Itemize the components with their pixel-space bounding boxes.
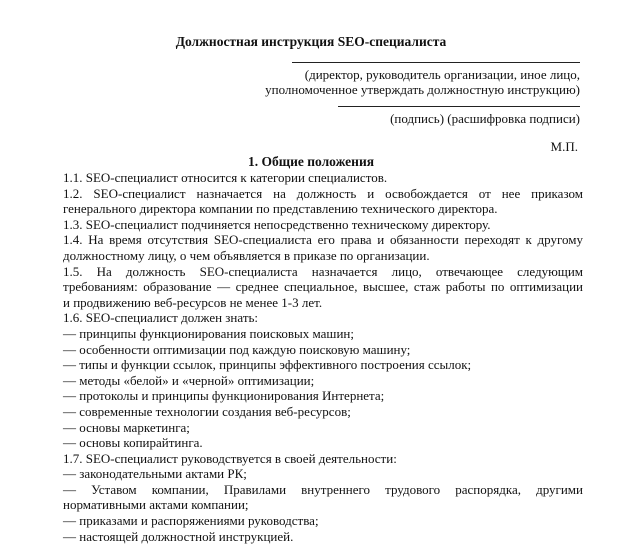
list-item: — законодательными актами РК;	[63, 466, 247, 482]
text-line: 1.1. SEO-специалист относится к категории специалистов.	[63, 170, 388, 185]
list-item: — Уставом компании, Правилами внутреннего трудового распорядка, другими	[63, 481, 583, 497]
approver-signature-line	[292, 62, 580, 63]
signature-line	[338, 106, 580, 107]
text-line: и продвижению веб-ресурсов не менее 1-3 лет.	[63, 294, 323, 310]
section-title: 1. Общие положения	[247, 154, 375, 169]
approver-caption-line-2: уполномоченное утверждать должностную инструкцию)	[265, 82, 580, 97]
document-title: Должностная инструкция SEO-специалиста	[175, 34, 447, 49]
list-item: — основы маркетинга;	[63, 419, 190, 435]
text-line: 1.5. На должность SEO-специалиста назначается лицо, отвечающее следующим	[63, 263, 583, 279]
list-item: — настоящей должностной инструкцией.	[63, 528, 294, 544]
text-line: требованиям: образование — среднее специальное, высшее, стаж работы по оптимизации	[63, 279, 583, 295]
list-item: — основы копирайтинга.	[63, 435, 203, 451]
approver-caption-line-1: (директор, руководитель организации, иное лицо,	[304, 67, 580, 82]
list-item: — принципы функционирования поисковых машин;	[63, 325, 354, 341]
list-item: — типы и функции ссылок, принципы эффективного построения ссылок;	[63, 357, 472, 373]
list-item: — протоколы и принципы функционирования Интернета;	[63, 388, 385, 404]
text-line: должностному лицу, о чем объявляется в приказе по организации.	[63, 247, 430, 263]
list-item: — особенности оптимизации под каждую поисковую машину;	[63, 341, 411, 357]
seal-mark: М.П.	[550, 139, 578, 154]
list-item: — методы «белой» и «черной» оптимизации;	[63, 372, 315, 388]
text-line: генерального директора компании по представлению технического директора.	[63, 201, 498, 217]
text-line: 1.3. SEO-специалист подчиняется непосредственно техническому директору.	[63, 216, 491, 232]
list-item: — современные технологии создания веб-ресурсов;	[63, 403, 351, 419]
list-item: — приказами и распоряжениями руководства;	[63, 513, 319, 529]
list-item: нормативными актами компании;	[63, 497, 249, 513]
signature-caption: (подпись) (расшифровка подписи)	[390, 111, 580, 126]
text-line: 1.6. SEO-специалист должен знать:	[63, 310, 259, 326]
text-line: 1.2. SEO-специалист назначается на должность и освобождается от нее приказом	[63, 185, 583, 201]
section-body	[63, 170, 583, 544]
text-line: 1.4. На время отсутствия SEO-специалиста его права и обязанности переходят к другому	[63, 232, 583, 248]
text-line: 1.7. SEO-специалист руководствуется в своей деятельности:	[63, 450, 397, 466]
